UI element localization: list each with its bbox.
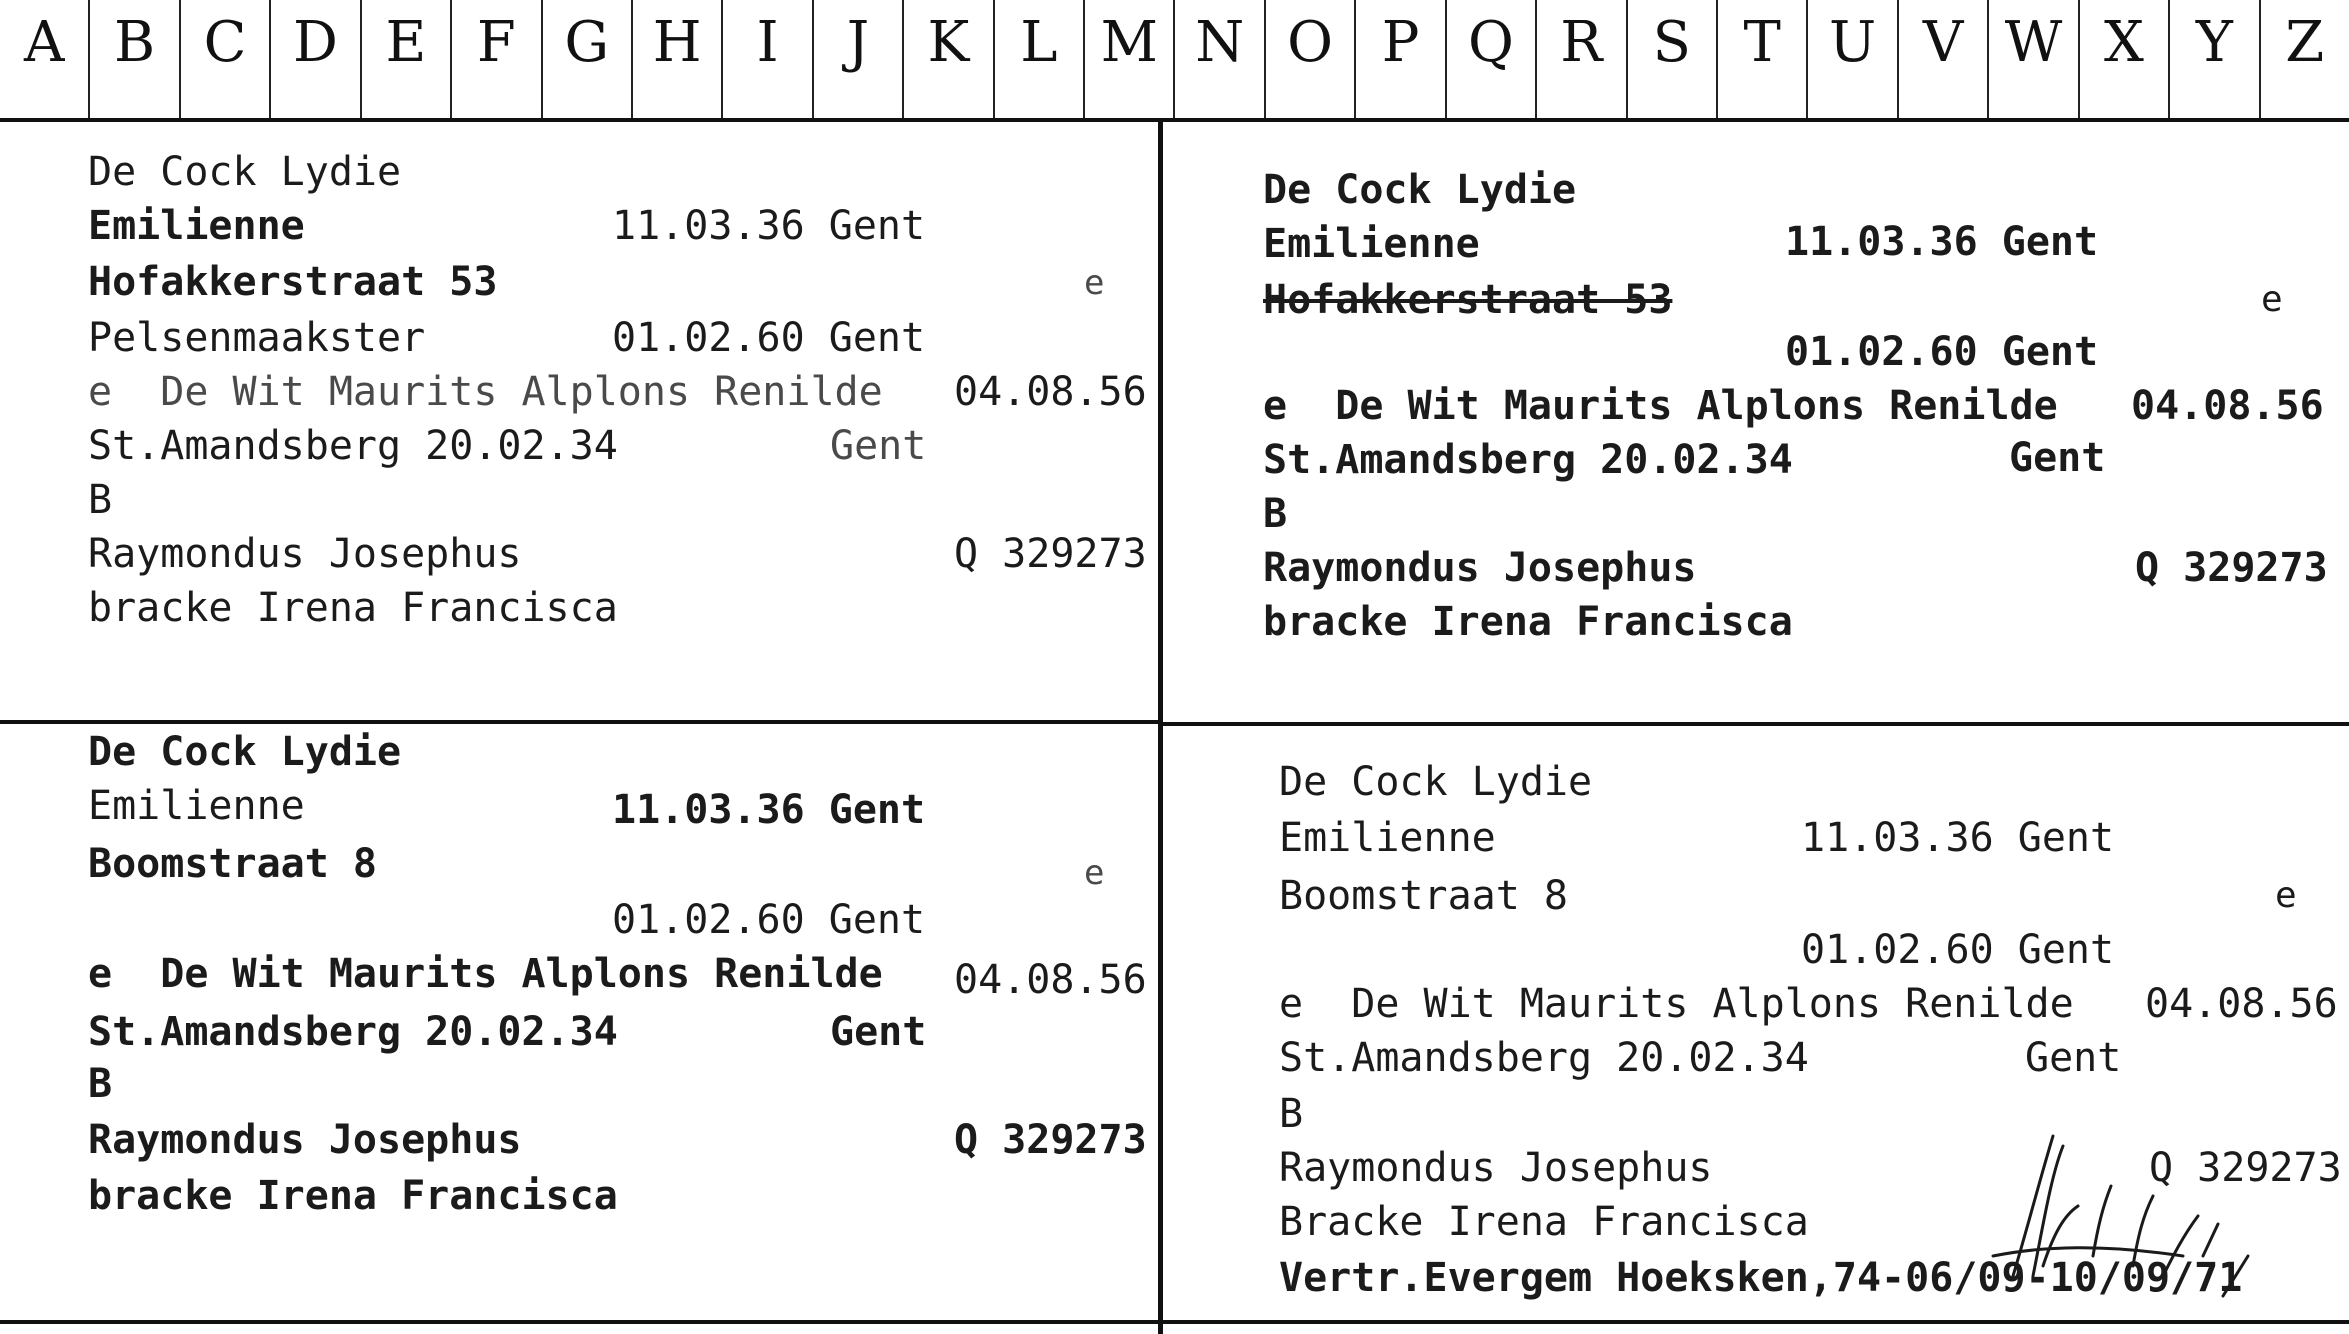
alphabet-letter-c: C (181, 0, 271, 118)
card-address: Boomstraat 8 (88, 841, 377, 887)
card-spouse-birth: St.Amandsberg 20.02.34 (1279, 1035, 1809, 1081)
card-name: De Cock Lydie (88, 149, 402, 195)
card-ref-number: Q 329273 (954, 531, 1147, 577)
card-marker-e: e (2261, 279, 2283, 320)
card-birth: 11.03.36 Gent (1801, 815, 2115, 861)
card-code-b: B (88, 1061, 113, 1107)
card-address: Hofakkerstraat 53 (88, 259, 498, 305)
card-given-name: Emilienne (1263, 221, 1480, 267)
card-birth: 11.03.36 Gent (1785, 219, 2099, 265)
card-spouse-date: 04.08.56 (954, 957, 1147, 1003)
card-spouse-place: Gent (830, 1009, 927, 1055)
alphabet-letter-i: I (723, 0, 813, 118)
alphabet-letter-x: X (2080, 0, 2170, 118)
card-name: De Cock Lydie (88, 729, 402, 775)
record-card-top-left (0, 120, 1158, 720)
card-mother: bracke Irena Francisca (88, 1173, 618, 1219)
alphabet-letter-z: Z (2285, 10, 2325, 75)
card-spouse-place: Gent (2025, 1035, 2122, 1081)
card-ref-number: Q 329273 (2135, 545, 2328, 591)
card-spouse: e De Wit Maurits Alplons Renilde (88, 369, 883, 415)
alphabet-letter-d: D (271, 0, 361, 118)
alphabet-letter-k: K (904, 0, 994, 118)
card-father: Raymondus Josephus (88, 531, 522, 577)
card-father: Raymondus Josephus (88, 1117, 522, 1163)
alphabet-letter-y: Y (2170, 0, 2260, 118)
card-spouse-date: 04.08.56 (954, 369, 1147, 415)
card-spouse-birth: St.Amandsberg 20.02.34 (88, 1009, 618, 1055)
card-father: Raymondus Josephus (1279, 1145, 1713, 1191)
card-address-struck: Hofakkerstraat 53 (1263, 277, 1673, 323)
card-occupation: Pelsenmaakster (88, 315, 426, 361)
card-spouse-birth: St.Amandsberg 20.02.34 (1263, 437, 1793, 483)
card-given-name: Emilienne (1279, 815, 1496, 861)
card-name: De Cock Lydie (1263, 167, 1577, 213)
card-marriage: 01.02.60 Gent (1801, 927, 2115, 973)
card-birth: 11.03.36 Gent (612, 203, 926, 249)
alphabet-index-strip (0, 0, 2349, 122)
alphabet-letter-g: G (543, 0, 633, 118)
alphabet-letter-o: O (1266, 0, 1356, 118)
card-marker-e: e (1084, 853, 1105, 893)
card-father: Raymondus Josephus (1263, 545, 1697, 591)
card-marriage: 01.02.60 Gent (612, 315, 926, 361)
card-code-b: B (88, 477, 113, 523)
alphabet-letter-a: A (0, 0, 90, 118)
card-ref-number: Q 329273 (2149, 1145, 2342, 1191)
card-marker-e: e (1084, 263, 1105, 303)
card-spouse: e De Wit Maurits Alplons Renilde (88, 951, 883, 997)
alphabet-letter-h: H (633, 0, 723, 118)
card-code-b: B (1263, 491, 1288, 537)
card-spouse-place: Gent (2009, 435, 2106, 481)
card-marriage: 01.02.60 Gent (612, 897, 926, 943)
alphabet-letter-e: E (362, 0, 452, 118)
alphabet-letter-j: J (814, 0, 904, 118)
alphabet-letter-s: S (1628, 0, 1718, 118)
card-code-b: B (1279, 1091, 1304, 1137)
card-given-name: Emilienne (88, 783, 305, 829)
alphabet-letter-b: B (90, 0, 180, 118)
alphabet-letter-m: M (1085, 0, 1175, 118)
alphabet-letter-f: F (452, 0, 542, 118)
card-spouse: e De Wit Maurits Alplons Renilde (1263, 383, 2058, 429)
card-name: De Cock Lydie (1279, 759, 1593, 805)
card-marriage: 01.02.60 Gent (1785, 329, 2099, 375)
card-mother: bracke Irena Francisca (1263, 599, 1793, 645)
record-card-top-right (1163, 120, 2349, 722)
card-mother: bracke Irena Francisca (88, 585, 618, 631)
alphabet-letter-p: P (1356, 0, 1446, 118)
record-card-bottom-right (1163, 726, 2349, 1320)
handwritten-signature (1983, 1106, 2313, 1306)
record-card-bottom-left (0, 724, 1158, 1320)
alphabet-letter-v: V (1899, 0, 1989, 118)
card-spouse-date: 04.08.56 (2145, 981, 2338, 1027)
card-address: Boomstraat 8 (1279, 873, 1568, 919)
card-mother: Bracke Irena Francisca (1279, 1199, 1809, 1245)
card-spouse-date: 04.08.56 (2131, 383, 2324, 429)
card-spouse-birth: St.Amandsberg 20.02.34 (88, 423, 618, 469)
card-given-name: Emilienne (88, 203, 305, 249)
alphabet-letter-n: N (1175, 0, 1265, 118)
alphabet-letter-t: T (1718, 0, 1808, 118)
card-birth: 11.03.36 Gent (612, 787, 926, 833)
alphabet-letter-u: U (1808, 0, 1898, 118)
card-marker-e: e (2275, 875, 2297, 916)
card-ref-number: Q 329273 (954, 1117, 1147, 1163)
card-departure-note: Vertr.Evergem Hoeksken,74-06/09-10/09/71 (1279, 1255, 2243, 1301)
card-spouse-place: Gent (830, 423, 927, 469)
bottom-rule (0, 1320, 2349, 1324)
alphabet-letter-q: Q (1447, 0, 1537, 118)
alphabet-letter-w: W (1989, 0, 2079, 118)
alphabet-letter-l: L (995, 0, 1085, 118)
card-spouse: e De Wit Maurits Alplons Renilde (1279, 981, 2074, 1027)
alphabet-letter-r: R (1537, 0, 1627, 118)
